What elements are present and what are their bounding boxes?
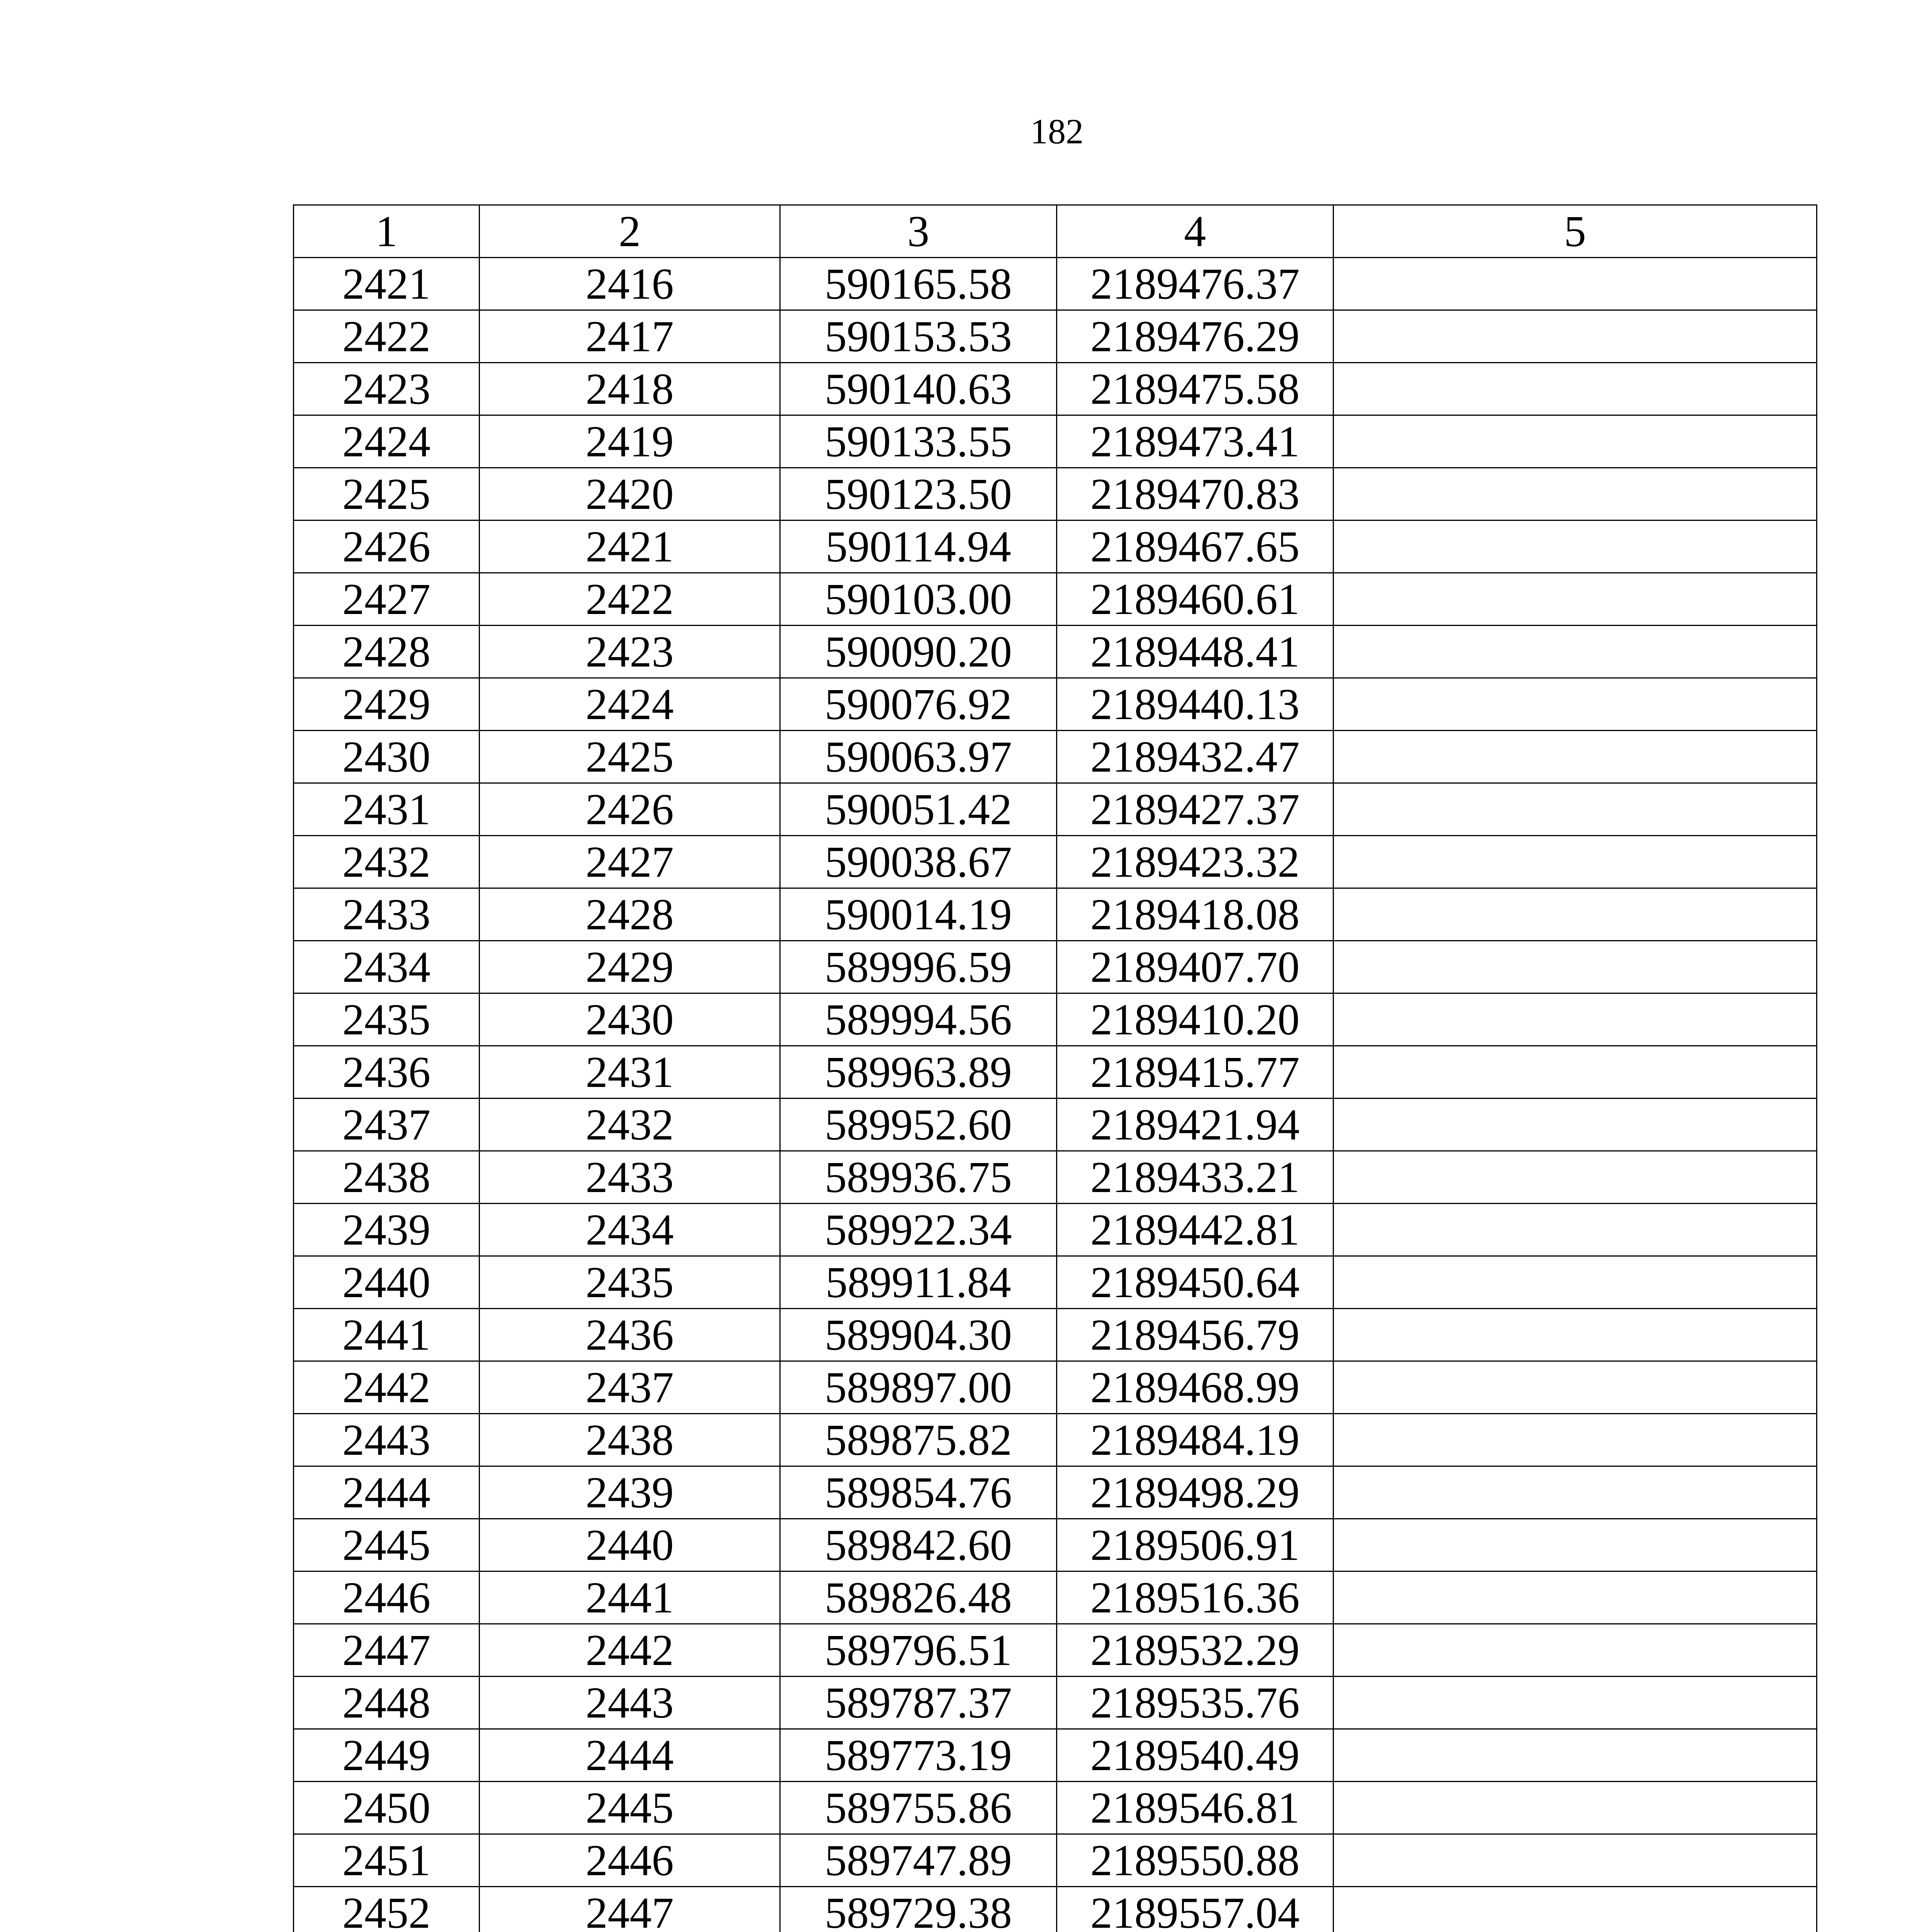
table-cell: 2451 <box>294 1834 480 1887</box>
table-cell: 2436 <box>480 1309 780 1361</box>
table-cell: 2425 <box>294 468 480 520</box>
table-cell: 2428 <box>294 626 480 678</box>
table-cell: 2189415.77 <box>1057 1046 1334 1099</box>
table-cell: 2420 <box>480 468 780 520</box>
table-cell <box>1334 1729 1817 1782</box>
table-cell: 589842.60 <box>780 1519 1057 1571</box>
table-row <box>294 1099 1817 1151</box>
table-cell: 589729.38 <box>780 1887 1057 1932</box>
table-row <box>294 1414 1817 1466</box>
table-cell: 2432 <box>294 836 480 888</box>
table-cell <box>1334 1519 1817 1571</box>
table-cell: 2448 <box>294 1677 480 1729</box>
table-cell <box>1334 836 1817 888</box>
table-cell: 2424 <box>294 415 480 468</box>
table-row <box>294 1361 1817 1414</box>
table-cell: 2444 <box>480 1729 780 1782</box>
table-cell: 2189540.49 <box>1057 1729 1334 1782</box>
table-cell: 2437 <box>294 1099 480 1151</box>
table-row <box>294 783 1817 836</box>
table-cell: 2435 <box>480 1256 780 1309</box>
table-cell: 2447 <box>480 1887 780 1932</box>
table-cell: 2447 <box>294 1624 480 1677</box>
column-header-4: 4 <box>1057 205 1334 258</box>
table-cell: 589747.89 <box>780 1834 1057 1887</box>
table-cell: 2419 <box>480 415 780 468</box>
table-cell: 589994.56 <box>780 993 1057 1046</box>
table-row <box>294 258 1817 310</box>
table-cell: 2417 <box>480 310 780 363</box>
table-cell <box>1334 1624 1817 1677</box>
table-row <box>294 1309 1817 1361</box>
table-cell: 2189516.36 <box>1057 1571 1334 1624</box>
table-cell: 2423 <box>480 626 780 678</box>
table-cell: 589787.37 <box>780 1677 1057 1729</box>
table-cell: 2416 <box>480 258 780 310</box>
table-cell <box>1334 310 1817 363</box>
table-cell <box>1334 626 1817 678</box>
table-cell: 2431 <box>294 783 480 836</box>
table-cell <box>1334 1782 1817 1834</box>
table-cell: 590051.42 <box>780 783 1057 836</box>
table-row <box>294 678 1817 731</box>
table-cell: 589904.30 <box>780 1309 1057 1361</box>
table-cell: 2189470.83 <box>1057 468 1334 520</box>
table-cell: 2429 <box>294 678 480 731</box>
table-cell: 2442 <box>294 1361 480 1414</box>
table-row <box>294 1624 1817 1677</box>
table-cell: 589952.60 <box>780 1099 1057 1151</box>
table-row <box>294 1571 1817 1624</box>
table-cell: 2450 <box>294 1782 480 1834</box>
table-cell: 589936.75 <box>780 1151 1057 1204</box>
table-cell: 2439 <box>480 1466 780 1519</box>
table-cell: 2430 <box>480 993 780 1046</box>
table-cell: 2189535.76 <box>1057 1677 1334 1729</box>
table-row <box>294 1466 1817 1519</box>
table-cell: 2422 <box>480 573 780 626</box>
table-header <box>294 205 1817 258</box>
table-cell: 2189498.29 <box>1057 1466 1334 1519</box>
table-cell: 2433 <box>480 1151 780 1204</box>
table-cell: 2452 <box>294 1887 480 1932</box>
table-cell: 2443 <box>294 1414 480 1466</box>
table-cell <box>1334 1204 1817 1256</box>
table-cell: 589755.86 <box>780 1782 1057 1834</box>
table-row <box>294 626 1817 678</box>
table-cell: 590014.19 <box>780 888 1057 941</box>
table-cell: 590103.00 <box>780 573 1057 626</box>
table-cell: 2440 <box>294 1256 480 1309</box>
table-cell: 2189440.13 <box>1057 678 1334 731</box>
table-cell <box>1334 520 1817 573</box>
table-cell: 2446 <box>480 1834 780 1887</box>
table-cell: 2437 <box>480 1361 780 1414</box>
table-cell <box>1334 678 1817 731</box>
table-cell <box>1334 258 1817 310</box>
column-header-3: 3 <box>780 205 1057 258</box>
table-cell: 2434 <box>480 1204 780 1256</box>
table-cell: 2189456.79 <box>1057 1309 1334 1361</box>
table-cell: 2444 <box>294 1466 480 1519</box>
table-cell: 589875.82 <box>780 1414 1057 1466</box>
table-cell: 2427 <box>294 573 480 626</box>
table-cell: 2436 <box>294 1046 480 1099</box>
table-cell: 2418 <box>480 363 780 415</box>
coordinates-table <box>293 204 1817 1932</box>
table-row <box>294 1256 1817 1309</box>
table-cell: 2189475.58 <box>1057 363 1334 415</box>
table-cell: 2445 <box>480 1782 780 1834</box>
table-cell: 2189476.29 <box>1057 310 1334 363</box>
table-cell: 2445 <box>294 1519 480 1571</box>
table-cell: 2434 <box>294 941 480 993</box>
table-cell <box>1334 1466 1817 1519</box>
table-cell: 2438 <box>294 1151 480 1204</box>
table-cell: 589922.34 <box>780 1204 1057 1256</box>
table-row <box>294 310 1817 363</box>
table-cell: 2433 <box>294 888 480 941</box>
header-row <box>294 205 1817 258</box>
table-cell: 589826.48 <box>780 1571 1057 1624</box>
table-cell: 2430 <box>294 731 480 783</box>
table-cell: 590063.97 <box>780 731 1057 783</box>
table-cell: 589963.89 <box>780 1046 1057 1099</box>
table-cell <box>1334 1571 1817 1624</box>
table-cell: 2189418.08 <box>1057 888 1334 941</box>
table-cell: 589911.84 <box>780 1256 1057 1309</box>
table-cell: 2189407.70 <box>1057 941 1334 993</box>
table-cell: 2446 <box>294 1571 480 1624</box>
table-cell: 2189473.41 <box>1057 415 1334 468</box>
table-cell: 2189546.81 <box>1057 1782 1334 1834</box>
table-cell <box>1334 1887 1817 1932</box>
table-cell: 2426 <box>294 520 480 573</box>
table-cell: 2425 <box>480 731 780 783</box>
table-cell: 2421 <box>294 258 480 310</box>
table-cell <box>1334 1834 1817 1887</box>
table-cell <box>1334 1046 1817 1099</box>
table-cell: 2443 <box>480 1677 780 1729</box>
table-body <box>294 258 1817 1932</box>
table-row <box>294 1782 1817 1834</box>
table-cell: 2442 <box>480 1624 780 1677</box>
table-cell <box>1334 1099 1817 1151</box>
table-cell: 590038.67 <box>780 836 1057 888</box>
table-cell: 2427 <box>480 836 780 888</box>
table-row <box>294 1834 1817 1887</box>
table-cell: 2189557.04 <box>1057 1887 1334 1932</box>
table-cell: 2428 <box>480 888 780 941</box>
table-cell: 2421 <box>480 520 780 573</box>
table-row <box>294 1046 1817 1099</box>
table-cell <box>1334 573 1817 626</box>
table-cell: 2189432.47 <box>1057 731 1334 783</box>
table-cell <box>1334 783 1817 836</box>
table-cell <box>1334 888 1817 941</box>
table-cell: 590114.94 <box>780 520 1057 573</box>
table-cell <box>1334 1256 1817 1309</box>
table-cell: 2189442.81 <box>1057 1204 1334 1256</box>
table-cell <box>1334 415 1817 468</box>
table-cell: 2440 <box>480 1519 780 1571</box>
table-row <box>294 415 1817 468</box>
table-cell: 590140.63 <box>780 363 1057 415</box>
table-row <box>294 836 1817 888</box>
table-row <box>294 1151 1817 1204</box>
table-cell: 2435 <box>294 993 480 1046</box>
table-cell: 2429 <box>480 941 780 993</box>
table-cell <box>1334 1361 1817 1414</box>
table-cell: 2423 <box>294 363 480 415</box>
table-cell: 2441 <box>480 1571 780 1624</box>
table-cell: 2426 <box>480 783 780 836</box>
table-cell: 2189433.21 <box>1057 1151 1334 1204</box>
table-cell: 589773.19 <box>780 1729 1057 1782</box>
table-cell <box>1334 1677 1817 1729</box>
table-cell <box>1334 1151 1817 1204</box>
table-cell: 2189550.88 <box>1057 1834 1334 1887</box>
column-header-5: 5 <box>1334 205 1817 258</box>
table-cell: 2189506.91 <box>1057 1519 1334 1571</box>
table-cell: 2189460.61 <box>1057 573 1334 626</box>
table-row <box>294 1519 1817 1571</box>
table-cell: 589796.51 <box>780 1624 1057 1677</box>
table-cell: 2189532.29 <box>1057 1624 1334 1677</box>
table-cell: 2189423.32 <box>1057 836 1334 888</box>
table-cell <box>1334 1414 1817 1466</box>
table-cell: 590165.58 <box>780 258 1057 310</box>
table-cell: 590090.20 <box>780 626 1057 678</box>
table-cell: 590123.50 <box>780 468 1057 520</box>
table-cell: 590153.53 <box>780 310 1057 363</box>
table-cell: 590076.92 <box>780 678 1057 731</box>
table-row <box>294 1204 1817 1256</box>
table-row <box>294 888 1817 941</box>
table-cell: 2432 <box>480 1099 780 1151</box>
table-cell: 2438 <box>480 1414 780 1466</box>
column-header-2: 2 <box>480 205 780 258</box>
table-cell: 2189421.94 <box>1057 1099 1334 1151</box>
table-cell <box>1334 941 1817 993</box>
table-cell: 2189468.99 <box>1057 1361 1334 1414</box>
table-cell: 590133.55 <box>780 415 1057 468</box>
table-cell: 2422 <box>294 310 480 363</box>
table-row <box>294 520 1817 573</box>
table-cell: 2189448.41 <box>1057 626 1334 678</box>
table-row <box>294 1729 1817 1782</box>
table-cell: 589897.00 <box>780 1361 1057 1414</box>
table-cell <box>1334 468 1817 520</box>
table-row <box>294 941 1817 993</box>
table-row <box>294 993 1817 1046</box>
table-row <box>294 1677 1817 1729</box>
table-row <box>294 731 1817 783</box>
table-row <box>294 1887 1817 1932</box>
table-cell: 2189467.65 <box>1057 520 1334 573</box>
table-cell <box>1334 363 1817 415</box>
column-header-1: 1 <box>294 205 480 258</box>
table-cell: 2189450.64 <box>1057 1256 1334 1309</box>
table-row <box>294 363 1817 415</box>
table-cell <box>1334 731 1817 783</box>
table-cell: 2189476.37 <box>1057 258 1334 310</box>
table-cell: 2189427.37 <box>1057 783 1334 836</box>
table-cell <box>1334 1309 1817 1361</box>
table-cell: 589854.76 <box>780 1466 1057 1519</box>
page-number: 182 <box>1030 112 1084 151</box>
table-row <box>294 573 1817 626</box>
table-cell: 2439 <box>294 1204 480 1256</box>
table-cell: 2441 <box>294 1309 480 1361</box>
table-cell: 2189410.20 <box>1057 993 1334 1046</box>
table-cell: 2424 <box>480 678 780 731</box>
table-cell: 2449 <box>294 1729 480 1782</box>
table-cell: 2189484.19 <box>1057 1414 1334 1466</box>
table-cell: 589996.59 <box>780 941 1057 993</box>
table-row <box>294 468 1817 520</box>
table-cell: 2431 <box>480 1046 780 1099</box>
table-cell <box>1334 993 1817 1046</box>
